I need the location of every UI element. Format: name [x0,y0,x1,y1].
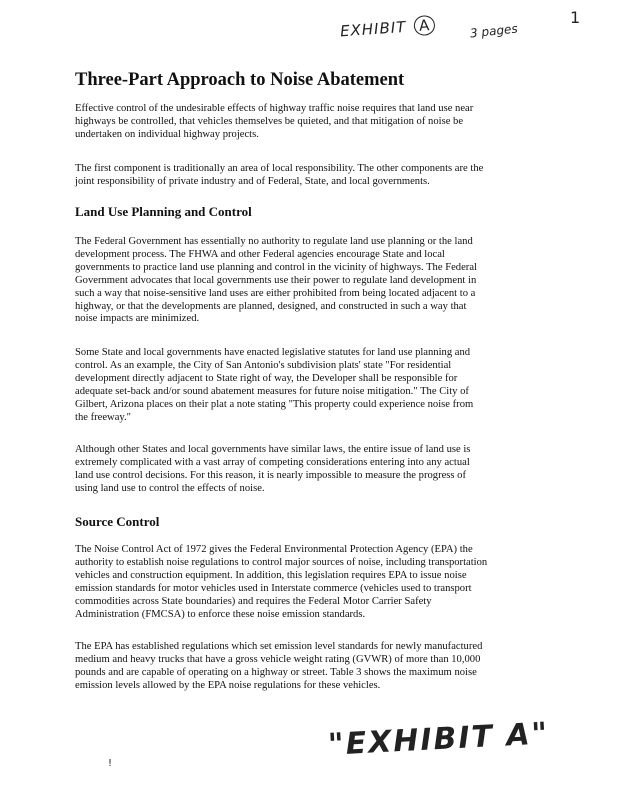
text-line: governments to practice land use planning and control in the vicinity of highways. The Federal [75,261,477,273]
land-use-paragraph-1 [75,236,545,326]
text-line: commodities across State boundaries) and requires the Federal Motor Carrier Safety [75,595,432,607]
text-line: joint responsibility of private industry and of Federal, State, and local governments. [75,175,430,187]
text-line: control. As an example, the City of San Antonio's subdivision plats' state "For residential [75,359,452,371]
text-line: undertaken on individual highway projects. [75,128,259,140]
text-line: emission levels allowed by the EPA noise regulations for these vehicles. [75,679,381,691]
exhibit-prefix: EXHIBIT [339,17,407,41]
text-line: Effective control of the undesirable effects of highway traffic noise requires that land use near [75,103,474,114]
section-heading-land-use: Land Use Planning and Control [75,204,252,219]
text-line: The Federal Government has essentially no authority to regulate land use planning or the land [75,236,473,247]
handwritten-page-count: 3 pages [469,21,519,41]
stray-pen-mark: ! [108,758,113,769]
exhibit-letter-circled: A [413,15,436,36]
text-line: Although other States and local governments have similar laws, the entire issue of land use is [75,444,471,455]
handwritten-page-number: 1 [570,8,581,27]
source-control-paragraph-1 [75,544,545,621]
text-line: The Noise Control Act of 1972 gives the Federal Environmental Protection Agency (EPA) the [75,544,473,555]
text-line: Gilbert, Arizona places on their plat a note stating "This property could experience noise from [75,398,474,410]
text-line: highway, or that the developments are planned, designed, and constructed in such a way that [75,300,467,312]
intro-paragraph-1 [75,103,545,142]
text-line: Government advocates that local governments use their power to regulate land development in [75,274,477,286]
text-line: Some State and local governments have enacted legislative statutes for land use planning and [75,347,471,358]
handwritten-exhibit-a-signature: "EXHIBIT A" [327,716,551,763]
text-line: development directly adjacent to State right of way, the Developer shall be responsible for [75,372,458,384]
text-line: authority to establish noise regulations to control major sources of noise, including transportation [75,556,488,568]
land-use-paragraph-3 [75,444,545,496]
text-line: The first component is traditionally an area of local responsibility. The other components are the [75,163,484,174]
text-line: land use control decisions. For this reason, it is nearly impossible to measure the progress of [75,469,467,481]
section-heading-source-control: Source Control [75,514,160,529]
text-line: highways be controlled, that vehicles themselves be quieted, and that mitigation of noise be [75,115,464,127]
text-line: vehicles and construction equipment. In addition, this legislation requires EPA to issue noise [75,569,467,581]
document-title: Three-Part Approach to Noise Abatement [75,70,405,90]
text-line: emission standards for motor vehicles used in Interstate commerce (vehicles used to transport [75,582,472,594]
intro-paragraph-2 [75,163,545,189]
text-line: development process. The FHWA and other Federal agencies encourage State and local [75,248,445,260]
text-line: adequate set-back and/or sound abatement measures for future noise mitigation." The City of [75,385,469,397]
text-line: using land use to control the effects of noise. [75,482,265,494]
text-line: noise impacts are minimized. [75,313,200,325]
text-line: such a way that noise-sensitive land uses are either prohibited from being located adjacent to a [75,287,476,299]
text-line: medium and heavy trucks that have a gross vehicle weight rating (GVWR) of more than 10,000 [75,653,481,665]
land-use-paragraph-2 [75,347,545,424]
source-control-paragraph-2 [75,641,545,693]
text-line: pounds and are capable of operating on a highway or street. Table 3 shows the maximum noise [75,666,477,678]
text-line: Administration (FMCSA) to enforce these noise emission standards. [75,608,366,620]
handwritten-exhibit-label [339,15,438,42]
text-line: The EPA has established regulations which set emission level standards for newly manufactured [75,641,483,652]
text-line: extremely complicated with a vast array of competing considerations entering into any actual [75,456,470,468]
text-line: the freeway." [75,411,131,423]
